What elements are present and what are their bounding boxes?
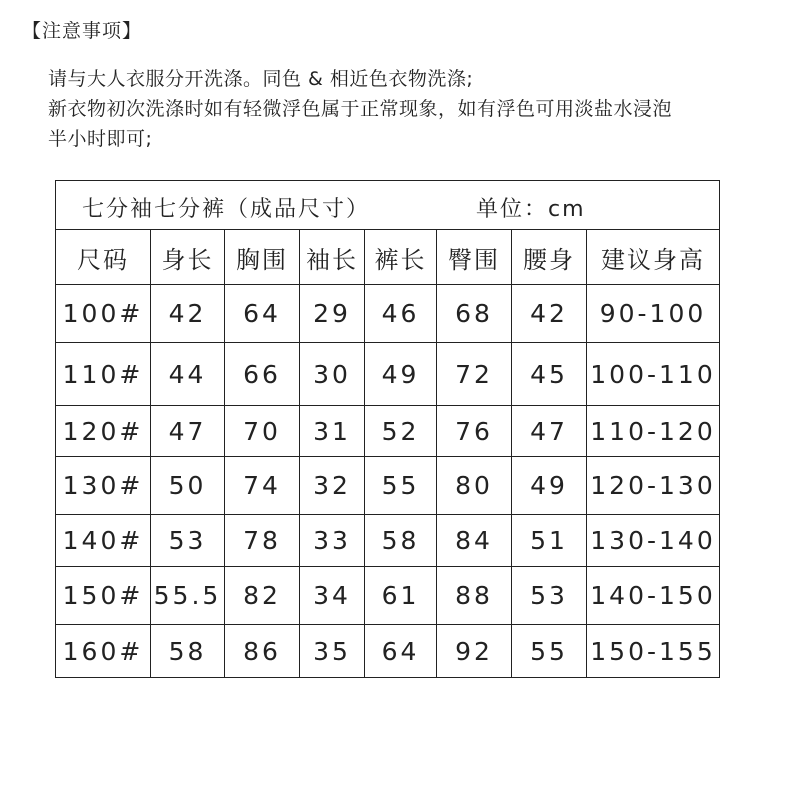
table-cell: 53 — [151, 515, 225, 567]
size-table — [55, 180, 720, 678]
table-cell: 55.5 — [151, 567, 225, 625]
header-chest: 胸围 — [225, 230, 300, 285]
table-cell: 47 — [151, 406, 225, 457]
table-caption-row — [56, 181, 720, 230]
table-cell: 46 — [365, 285, 437, 343]
header-suggested-height: 建议身高 — [587, 230, 720, 285]
table-cell: 80 — [437, 457, 512, 515]
table-cell: 58 — [151, 625, 225, 678]
table-cell: 42 — [512, 285, 587, 343]
table-cell: 50 — [151, 457, 225, 515]
table-row — [56, 567, 720, 625]
notice-line: 请与大人衣服分开洗涤。同色 & 相近色衣物洗涤; — [48, 68, 474, 90]
table-cell: 120# — [56, 406, 151, 457]
table-cell: 72 — [437, 343, 512, 406]
table-cell: 53 — [512, 567, 587, 625]
table-cell: 55 — [512, 625, 587, 678]
table-cell: 100-110 — [587, 343, 720, 406]
table-cell: 86 — [225, 625, 300, 678]
table-row — [56, 343, 720, 406]
table-cell: 58 — [365, 515, 437, 567]
table-cell: 55 — [365, 457, 437, 515]
notice-line: 新衣物初次洗涤时如有轻微浮色属于正常现象，如有浮色可用淡盐水浸泡 — [48, 98, 673, 120]
table-cell: 150# — [56, 567, 151, 625]
table-row — [56, 515, 720, 567]
table-cell: 64 — [225, 285, 300, 343]
table-cell: 29 — [300, 285, 365, 343]
table-cell: 140-150 — [587, 567, 720, 625]
table-caption: 七分袖七分裤（成品尺寸） — [82, 197, 371, 222]
table-cell: 120-130 — [587, 457, 720, 515]
notice-text — [48, 64, 672, 154]
table-cell: 42 — [151, 285, 225, 343]
notice-line: 半小时即可; — [48, 128, 153, 150]
table-row — [56, 285, 720, 343]
table-row — [56, 457, 720, 515]
table-cell: 84 — [437, 515, 512, 567]
table-cell: 52 — [365, 406, 437, 457]
table-header-row — [56, 230, 720, 285]
table-cell: 110# — [56, 343, 151, 406]
table-cell: 160# — [56, 625, 151, 678]
table-cell: 32 — [300, 457, 365, 515]
header-size: 尺码 — [56, 230, 151, 285]
table-cell: 82 — [225, 567, 300, 625]
table-cell: 64 — [365, 625, 437, 678]
table-cell: 130# — [56, 457, 151, 515]
table-cell: 100# — [56, 285, 151, 343]
table-cell: 110-120 — [587, 406, 720, 457]
table-cell: 66 — [225, 343, 300, 406]
table-cell: 33 — [300, 515, 365, 567]
table-cell: 150-155 — [587, 625, 720, 678]
table-row — [56, 406, 720, 457]
table-cell: 49 — [512, 457, 587, 515]
table-cell: 61 — [365, 567, 437, 625]
header-hip: 臀围 — [437, 230, 512, 285]
table-cell: 140# — [56, 515, 151, 567]
table-cell: 76 — [437, 406, 512, 457]
table-unit: 单位：cm — [476, 197, 586, 222]
table-cell: 90-100 — [587, 285, 720, 343]
header-body-length: 身长 — [151, 230, 225, 285]
table-cell: 88 — [437, 567, 512, 625]
table-cell: 34 — [300, 567, 365, 625]
table-cell: 45 — [512, 343, 587, 406]
table-cell: 92 — [437, 625, 512, 678]
table-row — [56, 625, 720, 678]
table-cell: 49 — [365, 343, 437, 406]
table-cell: 30 — [300, 343, 365, 406]
table-cell: 130-140 — [587, 515, 720, 567]
table-cell: 51 — [512, 515, 587, 567]
table-cell: 31 — [300, 406, 365, 457]
table-cell: 78 — [225, 515, 300, 567]
table-caption-cell — [56, 181, 720, 230]
notice-title: 【注意事项】 — [22, 20, 143, 42]
header-pants-length: 裤长 — [365, 230, 437, 285]
header-sleeve-length: 袖长 — [300, 230, 365, 285]
table-cell: 35 — [300, 625, 365, 678]
table-cell: 47 — [512, 406, 587, 457]
header-waist: 腰身 — [512, 230, 587, 285]
table-cell: 74 — [225, 457, 300, 515]
table-cell: 70 — [225, 406, 300, 457]
table-cell: 44 — [151, 343, 225, 406]
table-cell: 68 — [437, 285, 512, 343]
